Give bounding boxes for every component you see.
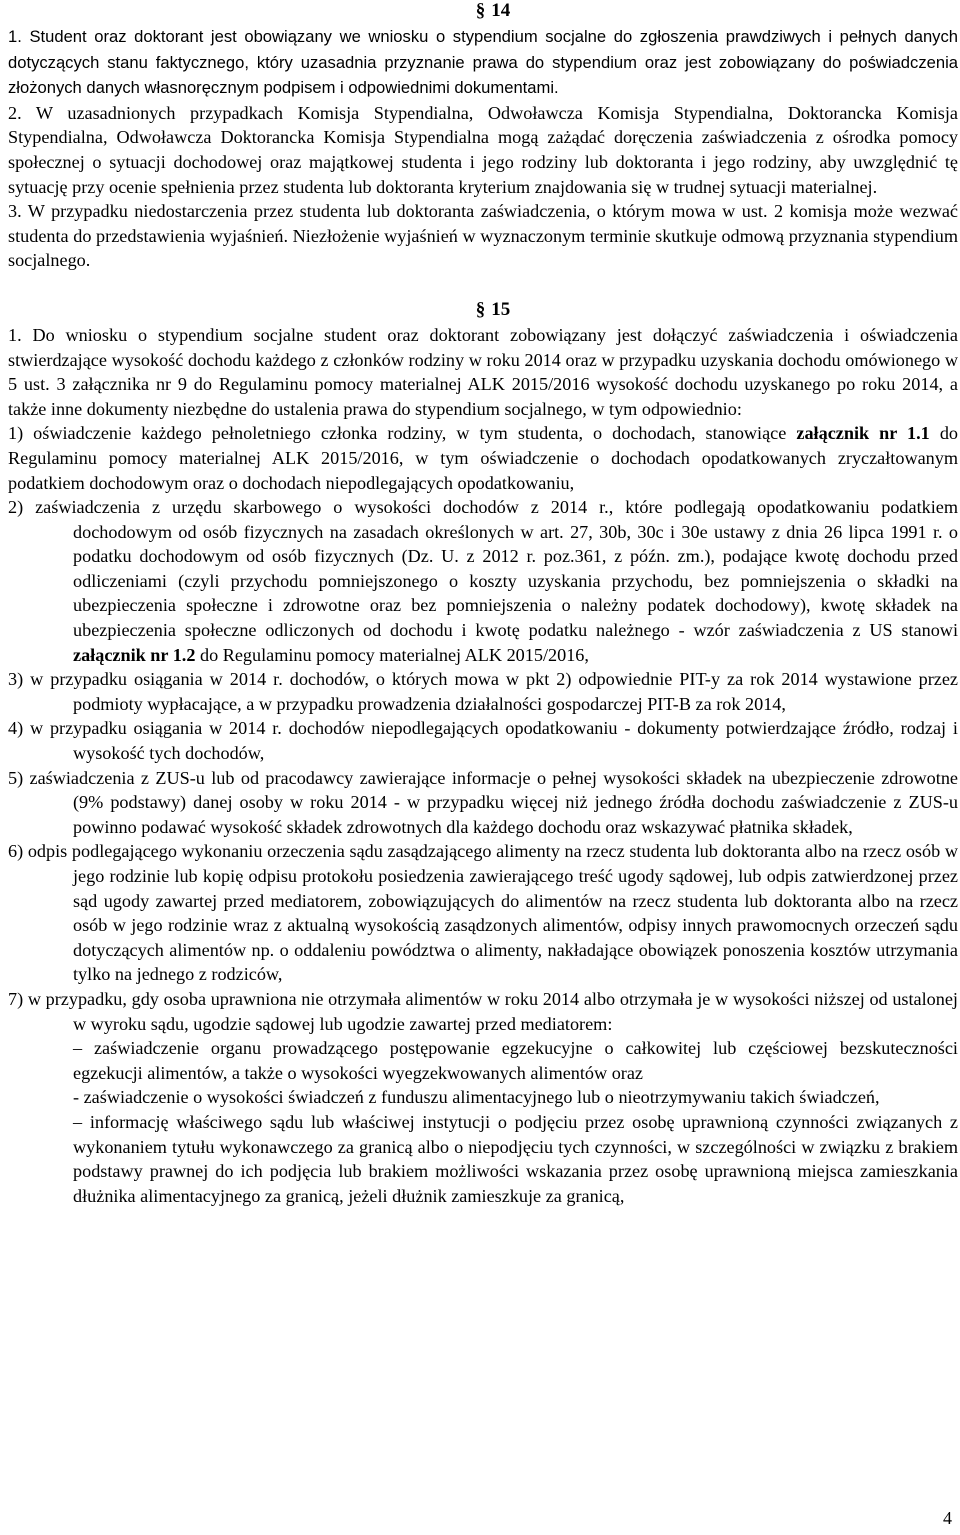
sec14-paragraph-1 — [8, 24, 958, 101]
sec15-item-7: 7) w przypadku, gdy osoba uprawniona nie otrzymała alimentów w roku 2014 albo otrzymała je w wysokości niższej od ustalonej w wyroku sądu, ugodzie sądowej lub ugodzie zawartej przed mediatorem: — [8, 988, 958, 1034]
item-1-text-cont: do Regulaminu pomocy materialnej ALK 2015/2016, w tym oświadczenie o dochodach opodatkowanych zryczałtowanym podatkiem dochodowym oraz o dochodach niepodlegających opodatkowaniu, — [8, 423, 959, 493]
item-1-text: 1) oświadczenie każdego pełnoletniego członka rodziny, w tym studenta, o dochodach, stanowiące — [8, 423, 797, 444]
sec15-item-7-dash-1: – zaświadczenie organu prowadzącego postępowanie egzekucyjne o całkowitej lub częściowej bezskuteczności egzekucji alimentów, a także o wysokości wyegzekwowanych alimentów oraz — [73, 1038, 958, 1083]
section-number: 15 — [491, 298, 511, 320]
item-2-attachment-ref: załącznik nr 1.2 — [73, 644, 196, 665]
sec14-paragraph-1-text: 1. Student oraz doktorant jest obowiązany we wniosku o stypendium socjalne do zgłoszenia prawdziwych i pełnych danych dotyczących stanu faktycznego, który uzasadnia przyznanie prawa do stypendium oraz jest zobowiązany do poświadczenia złożonych danych własnoręcznym podpisem i odpowiednimi dokumentami. — [8, 27, 958, 98]
sec15-item-7-dash-2: - zaświadczenie o wysokości świadczeń z funduszu alimentacyjnego lub o nieotrzymywaniu takich świadczeń, — [73, 1087, 880, 1108]
page-number: 4 — [943, 1508, 952, 1528]
sec15-item-2 — [8, 495, 958, 667]
item-1-attachment-ref: załącznik nr 1.1 — [796, 423, 930, 444]
item-2-text: 2) zaświadczenia z urzędu skarbowego o wysokości dochodów z 2014 r., które podlegają opodatkowaniu podatkiem dochodowym od osób fizycznych na zasadach określonych w art. 27, 30b, 30c i 30e ustawy z dnia 26 lipca 1991 r. o podatku dochodowym od osób fizycznych (Dz. U. z 2012 r. poz.361, z późn. zm.), podające kwotę dochodu przed odliczeniami (czyli przychodu pomniejszonego o koszty uzyskania przychodu, bez pomniejszenia o składki na ubezpieczenia społeczne i zdrowotne oraz bez pomniejszenia o należny podatek dochodowy), kwotę składek na ubezpieczenia społeczne odliczonych od dochodu i kwotę podatku należnego - wzór zaświadczenia z US stanowi — [8, 497, 958, 641]
sec15-item-6: 6) odpis podlegającego wykonaniu orzeczenia sądu zasądzającego alimenty na rzecz studenta lub doktoranta albo na rzecz osób w jego rodzinie lub kopię odpisu protokołu posiedzenia zawierającego treść ugody sądowej, lub odpis zatwierdzonej przez sąd ugody zawartej przed mediatorem, zobowiązujących do alimentów na rzecz studenta lub doktoranta albo na rzecz osób w jego rodzinie wraz z aktualną wysokością zasądzonych alimentów, odpisy innych prawomocnych orzeczeń sądu dotyczących alimentów np. o oddaleniu powództwa o alimenty, nakładające obowiązek ponoszenia kosztów utrzymania tylko na jednego z rodziców, — [8, 841, 958, 985]
sec14-paragraph-3: 3. W przypadku niedostarczenia przez studenta lub doktoranta zaświadczenia, o którym mowa w ust. 2 komisja może wezwać studenta do przedstawienia wyjaśnień. Niezłożenie wyjaśnień w wyznaczonym terminie skutkuje odmową przyznania stypendium socjalnego. — [8, 201, 958, 271]
document-page — [8, 0, 958, 1208]
sec15-item-1 — [8, 421, 958, 495]
section-symbol: § — [475, 298, 486, 320]
section-symbol: § — [475, 0, 486, 21]
sec15-item-5: 5) zaświadczenia z ZUS-u lub od pracodawcy zawierające informacje o pełnej wysokości składek na ubezpieczenie zdrowotne (9% podstawy) danej osoby w roku 2014 - w przypadku więcej niż jednego źródła dochodu zaświadczenie z ZUS-u powinno podawać wysokość składek zdrowotnych dla każdego dochodu oraz wskazywać płatnika składek, — [8, 767, 958, 837]
section-number: 14 — [491, 0, 511, 21]
sec15-item-7-dash-3: – informację właściwego sądu lub właściwej instytucji o podjęciu przez osobę uprawnioną czynności związanych z wykonaniem tytułu wykonawczego za granicą albo o niepodjęciu tych czynności, w szczególności w związku z brakiem podstawy prawnej do ich podjęcia lub brakiem możliwości wskazania przez osobę uprawnioną miejsca zamieszkania dłużnika alimentacyjnego za granicą, jeżeli dłużnik zamieszkuje za granicą, — [73, 1111, 958, 1206]
sec15-item-3: 3) w przypadku osiągania w 2014 r. dochodów, o których mowa w pkt 2) odpowiednie PIT-y za rok 2014 wystawione przez podmioty wypłacające, a w przypadku prowadzenia działalności gospodarczej PIT-B za rok 2014, — [8, 669, 958, 714]
section-14-heading — [8, 0, 958, 22]
sec14-paragraph-2: 2. W uzasadnionych przypadkach Komisja Stypendialna, Odwoławcza Komisja Stypendialna, Doktorancka Komisja Stypendialna, Odwoławcza Doktorancka Komisja Stypendialna mogą zażądać doręczenia zaświadczenia z ośrodka pomocy społecznej o sytuacji dochodowej oraz majątkowej studenta i jego rodziny lub doktoranta i jego rodziny, aby uwzględnić tę sytuację przy ocenie spełnienia przez studenta lub doktoranta kryterium znajdowania się w trudnej sytuacji materialnej. — [8, 102, 958, 197]
section-15-heading — [8, 299, 958, 321]
sec15-intro: 1. Do wniosku o stypendium socjalne student oraz doktorant zobowiązany jest dołączyć zaświadczenia i oświadczenia stwierdzające wysokość dochodu każdego z członków rodziny w roku 2014 oraz w przypadku uzyskania dochodu omówionego w 5 ust. 3 załącznika nr 9 do Regulaminu pomocy materialnej ALK 2015/2016 wysokość dochodu uzyskanego po roku 2014, a także inne dokumenty niezbędne do ustalenia prawa do stypendium socjalnego, w tym odpowiednio: — [8, 324, 958, 419]
sec15-item-4: 4) w przypadku osiągania w 2014 r. dochodów niepodlegających opodatkowaniu - dokumenty potwierdzające źródło, rodzaj i wysokość tych dochodów, — [8, 718, 958, 764]
item-2-text-cont: do Regulaminu pomocy materialnej ALK 2015/2016, — [195, 644, 589, 665]
